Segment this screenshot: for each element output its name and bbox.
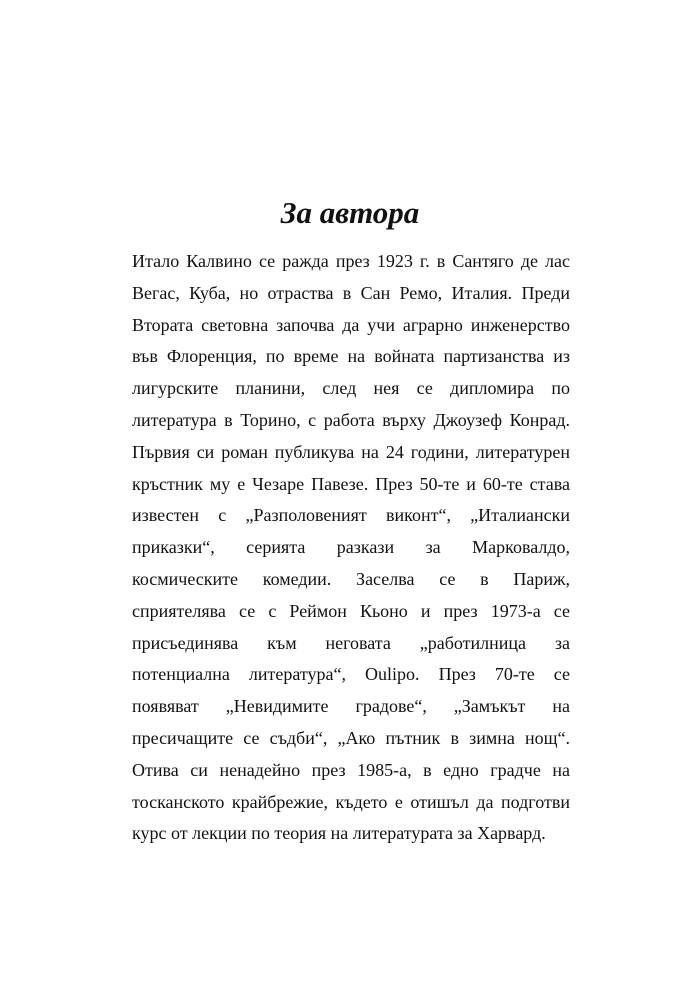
text-line: космическите комедии. Заселва се в Париж, [132,568,570,589]
text-line: Вегас, Куба, но отраства в Сан Ремо, Италия. Преди [132,282,570,303]
text-line: литература в Торино, с работа върху Джоузеф Конрад. [132,409,570,430]
text-line: курс от лекции по теория на литературата за Харвард. [132,823,546,844]
page-title: За автора [280,195,420,230]
author-bio-paragraph [132,246,570,850]
text-line: Отива си ненадейно през 1985-а, в едно градче на [132,759,570,780]
text-line: кръстник му е Чезаре Павезе. През 50-те и 60-те става [132,473,570,494]
text-line: потенциална литература“, Ouliро. През 70-те се [132,664,570,685]
text-line: Втората световна започва да учи аграрно инженерство [132,314,570,335]
text-line: присъединява към неговата „работилница за [132,632,570,653]
text-line: Итало Калвино се ражда през 1923 г. в Сантяго де лас [132,251,570,271]
text-line: пресичащите се съдби“, „Ако пътник в зимна нощ“. [132,727,570,748]
text-line: сприятелява се с Реймон Кьоно и през 1973-а се [132,600,570,621]
text-line: лигурските планини, след нея се дипломира по [132,378,570,399]
text-line: Първия си роман публикува на 24 години, литературен [132,441,570,462]
text-line: тосканското крайбрежие, където е отишъл да подготви [132,791,570,812]
text-line: във Флоренция, по време на войната партизанства из [132,346,570,367]
text-line: появяват „Невидимите градове“, „Замъкът на [132,696,570,717]
text-line: приказки“, серията разкази за Марковалдо, [132,537,570,558]
text-line: известен с „Разполовеният виконт“, „Италиански [132,505,570,526]
